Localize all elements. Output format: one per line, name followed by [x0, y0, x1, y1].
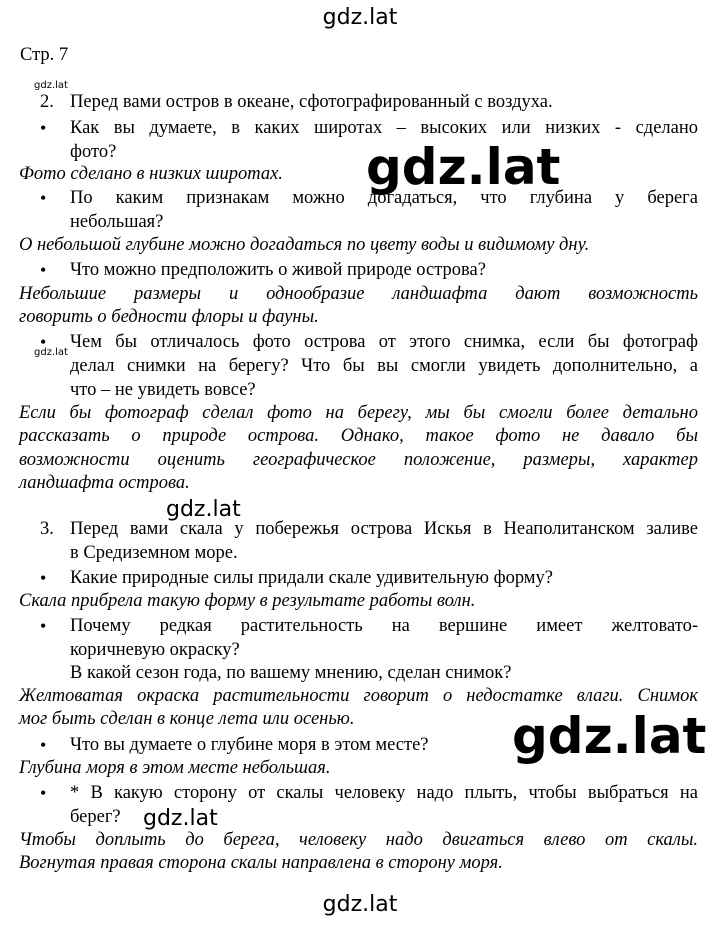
- task-number: 2.: [40, 92, 54, 112]
- question-text: небольшая?: [70, 212, 164, 232]
- question-text: Чем бы отличалось фото острова от этого снимка, если бы фотограф: [70, 332, 698, 352]
- answer-text: возможности оценить географическое положение, размеры, характер: [19, 450, 698, 470]
- answer-text: Вогнутая правая сторона скалы направлена в сторону моря.: [19, 853, 503, 873]
- watermark-large: gdz.lat: [512, 707, 707, 765]
- watermark-bottom: gdz.lat: [322, 892, 398, 917]
- answer-text: рассказать о природе острова. Однако, такое фото не давало бы: [19, 426, 698, 446]
- bullet: •: [40, 332, 47, 352]
- task-intro: в Средиземном море.: [70, 543, 238, 563]
- answer-text: ландшафта острова.: [19, 473, 190, 493]
- answer-text: Небольшие размеры и однообразие ландшафта дают возможность: [19, 284, 698, 304]
- question-text: коричневую окраску?: [70, 640, 240, 660]
- watermark-tiny: gdz.lat: [34, 80, 68, 91]
- question-text: Как вы думаете, в каких широтах – высоких или низких - сделано: [70, 118, 698, 138]
- task-intro: Перед вами остров в океане, сфотографированный с воздуха.: [70, 92, 553, 112]
- answer-text: Желтоватая окраска растительности говорит о недостатке влаги. Снимок: [19, 686, 698, 706]
- watermark-large: gdz.lat: [366, 138, 561, 196]
- bullet: •: [40, 735, 47, 755]
- answer-text: Если бы фотограф сделал фото на берегу, мы бы смогли более детально: [19, 403, 698, 423]
- answer-text: говорить о бедности флоры и фауны.: [19, 307, 319, 327]
- answer-text: мог быть сделан в конце лета или осенью.: [19, 709, 355, 729]
- bullet: •: [40, 783, 47, 803]
- question-text: что – не увидеть вовсе?: [70, 380, 256, 400]
- answer-text: О небольшой глубине можно догадаться по цвету воды и видимому дну.: [19, 235, 590, 255]
- watermark-medium: gdz.lat: [143, 806, 218, 831]
- question-text: * В какую сторону от скалы человеку надо плыть, чтобы выбраться на: [70, 783, 698, 803]
- page-reference: Стр. 7: [20, 45, 69, 65]
- answer-text: Чтобы доплыть до берега, человеку надо двигаться влево от скалы.: [19, 830, 698, 850]
- question-text: Какие природные силы придали скале удивительную форму?: [70, 568, 553, 588]
- task-intro: Перед вами скала у побережья острова Искья в Неаполитанском заливе: [70, 519, 698, 539]
- watermark-medium: gdz.lat: [166, 497, 241, 522]
- bullet: •: [40, 568, 47, 588]
- question-text: По каким признакам можно догадаться, что глубина у берега: [70, 188, 698, 208]
- question-text: Почему редкая растительность на вершине имеет желтовато-: [70, 616, 698, 636]
- question-text: Что можно предположить о живой природе острова?: [70, 260, 486, 280]
- answer-text: Глубина моря в этом месте небольшая.: [19, 758, 331, 778]
- question-text: Что вы думаете о глубине моря в этом месте?: [70, 735, 429, 755]
- bullet: •: [40, 616, 47, 636]
- bullet: •: [40, 188, 47, 208]
- question-text: берег?: [70, 807, 121, 827]
- task-number: 3.: [40, 519, 54, 539]
- question-text: В какой сезон года, по вашему мнению, сделан снимок?: [70, 663, 512, 683]
- bullet: •: [40, 260, 47, 280]
- watermark-top: gdz.lat: [322, 5, 398, 30]
- bullet: •: [40, 118, 47, 138]
- watermark-tiny: gdz.lat: [34, 347, 68, 358]
- answer-text: Скала прибрела такую форму в результате работы волн.: [19, 591, 476, 611]
- question-text: делал снимки на берегу? Что бы вы смогли увидеть дополнительно, а: [70, 356, 698, 376]
- question-text: фото?: [70, 142, 117, 162]
- answer-text: Фото сделано в низких широтах.: [19, 164, 283, 184]
